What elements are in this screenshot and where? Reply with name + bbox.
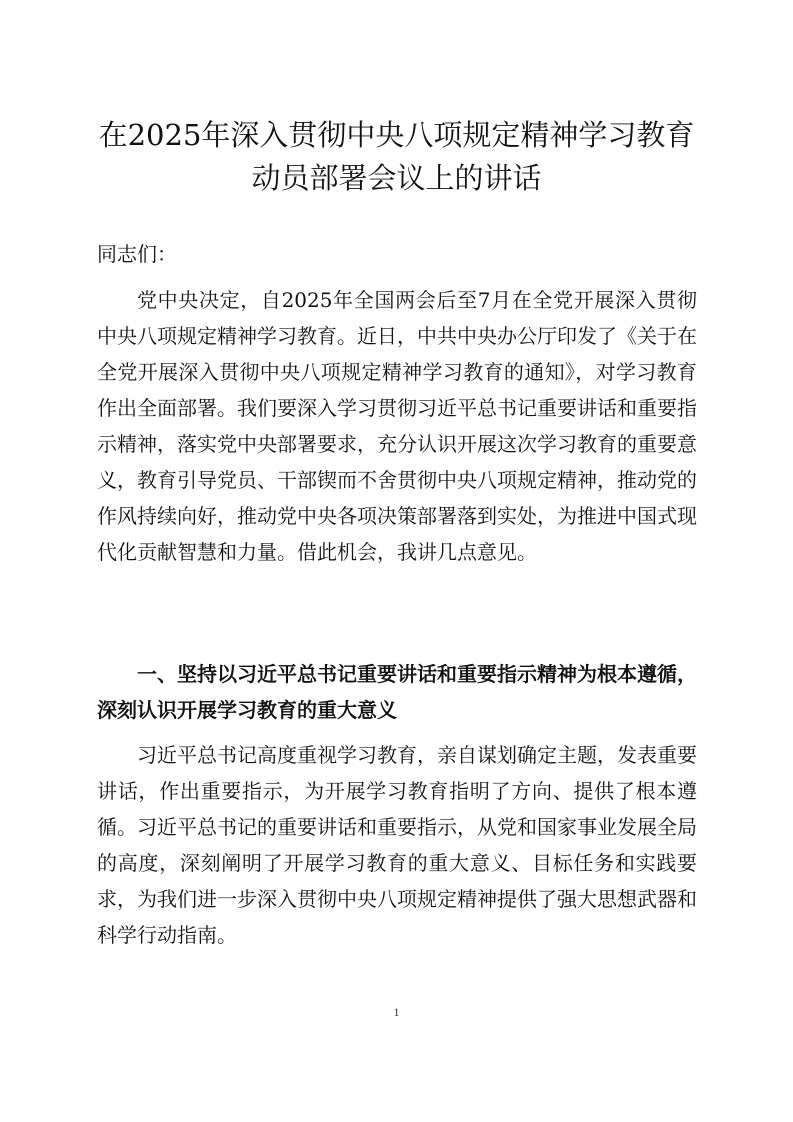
paragraph-section-1: 习近平总书记高度重视学习教育，亲自谋划确定主题，发表重要讲话，作出重要指示，为开展学习教育指明了方向、提供了根本遵循。习近平总书记的重要讲话和重要指示，从党和国家事业发展全局的高度，深刻阐明了开展学习教育的重大意义、目标任务和实践要求，为我们进一步深入贯彻中央八项规定精神提供了强大思想武器和科学行动指南。	[97, 743, 697, 947]
page-number: 1	[393, 1005, 400, 1019]
salutation: 同志们：	[97, 242, 177, 266]
section-heading-1: 一、坚持以习近平总书记重要讲话和重要指示精神为根本遵循，深刻认识开展学习教育的重大意义	[97, 662, 697, 722]
document-title-line-2: 动员部署会议上的讲话	[251, 161, 542, 195]
paragraph-intro: 党中央决定，自2025年全国两会后至7月在全党开展深入贯彻中央八项规定精神学习教育。近日，中共中央办公厅印发了《关于在全党开展深入贯彻中央八项规定精神学习教育的通知》，对学习教育作出全面部署。我们要深入学习贯彻习近平总书记重要讲话和重要指示精神，落实党中央部署要求，充分认识开展这次学习教育的重要意义，教育引导党员、干部锲而不舍贯彻中央八项规定精神，推动党的作风持续向好，推动党中央各项决策部署落到实处，为推进中国式现代化贡献智慧和力量。借此机会，我讲几点意见。	[97, 288, 697, 564]
document-title-line-1: 在2025年深入贯彻中央八项规定精神学习教育	[98, 118, 695, 152]
